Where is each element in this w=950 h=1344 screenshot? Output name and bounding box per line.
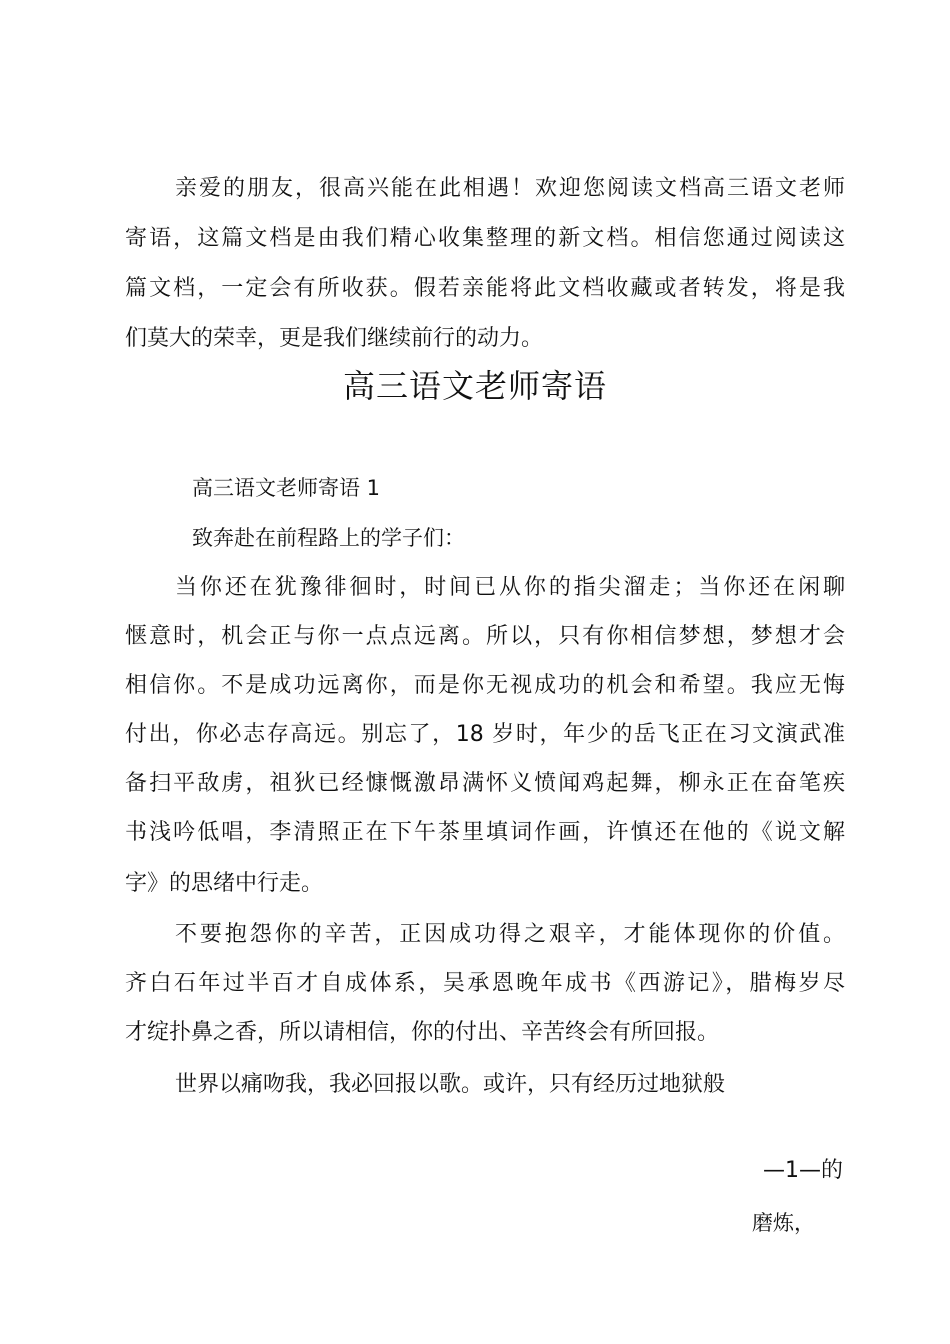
section-heading: 高三语文老师寄语 1: [192, 476, 381, 500]
intro-line-1: 亲爱的朋友，很高兴能在此相遇！欢迎您阅读文档高三语文老师: [175, 176, 845, 201]
intro-line-4: 们莫大的荣幸，更是我们继续前行的动力。: [125, 326, 544, 351]
paragraph1-line-5: 备扫平敌虏，祖狄已经慷慨激昂满怀义愤闻鸡起舞，柳永正在奋笔疾: [125, 771, 845, 796]
paragraph1-line-6: 书浅吟低唱，李清照正在下午茶里填词作画，许慎还在他的《说文解: [125, 820, 845, 845]
paragraph1-line-7: 字》的思绪中行走。: [125, 871, 324, 896]
paragraph1-line-4: 付出，你必志存高远。别忘了，18 岁时，年少的岳飞正在习文演武准: [125, 722, 845, 747]
continuation-text: 磨炼，: [752, 1211, 815, 1235]
salutation: 致奔赴在前程路上的学子们：: [192, 526, 465, 550]
paragraph1-line-3: 相信你。不是成功远离你，而是你无视成功的机会和希望。我应无悔: [125, 673, 845, 698]
paragraph2-line-1: 不要抱怨你的辛苦，正因成功得之艰辛，才能体现你的价值。: [175, 922, 845, 947]
document-title: 高三语文老师寄语: [342, 367, 607, 405]
intro-line-3: 篇文档，一定会有所收获。假若亲能将此文档收藏或者转发，将是我: [125, 276, 845, 301]
paragraph3-line-1: 世界以痛吻我，我必回报以歌。或许，只有经历过地狱般: [175, 1072, 726, 1097]
paragraph1-line-1: 当你还在犹豫徘徊时，时间已从你的指尖溜走；当你还在闲聊: [175, 575, 845, 600]
paragraph1-line-2: 惬意时，机会正与你一点点远离。所以，只有你相信梦想，梦想才会: [125, 624, 845, 649]
page-number-marker: —1—的: [763, 1158, 843, 1183]
paragraph2-line-2: 齐白石年过半百才自成体系，吴承恩晚年成书《西游记》，腊梅岁尽: [125, 971, 845, 996]
intro-line-2: 寄语，这篇文档是由我们精心收集整理的新文档。相信您通过阅读这: [125, 226, 845, 251]
paragraph2-line-3: 才绽扑鼻之香，所以请相信，你的付出、辛苦终会有所回报。: [125, 1020, 720, 1045]
